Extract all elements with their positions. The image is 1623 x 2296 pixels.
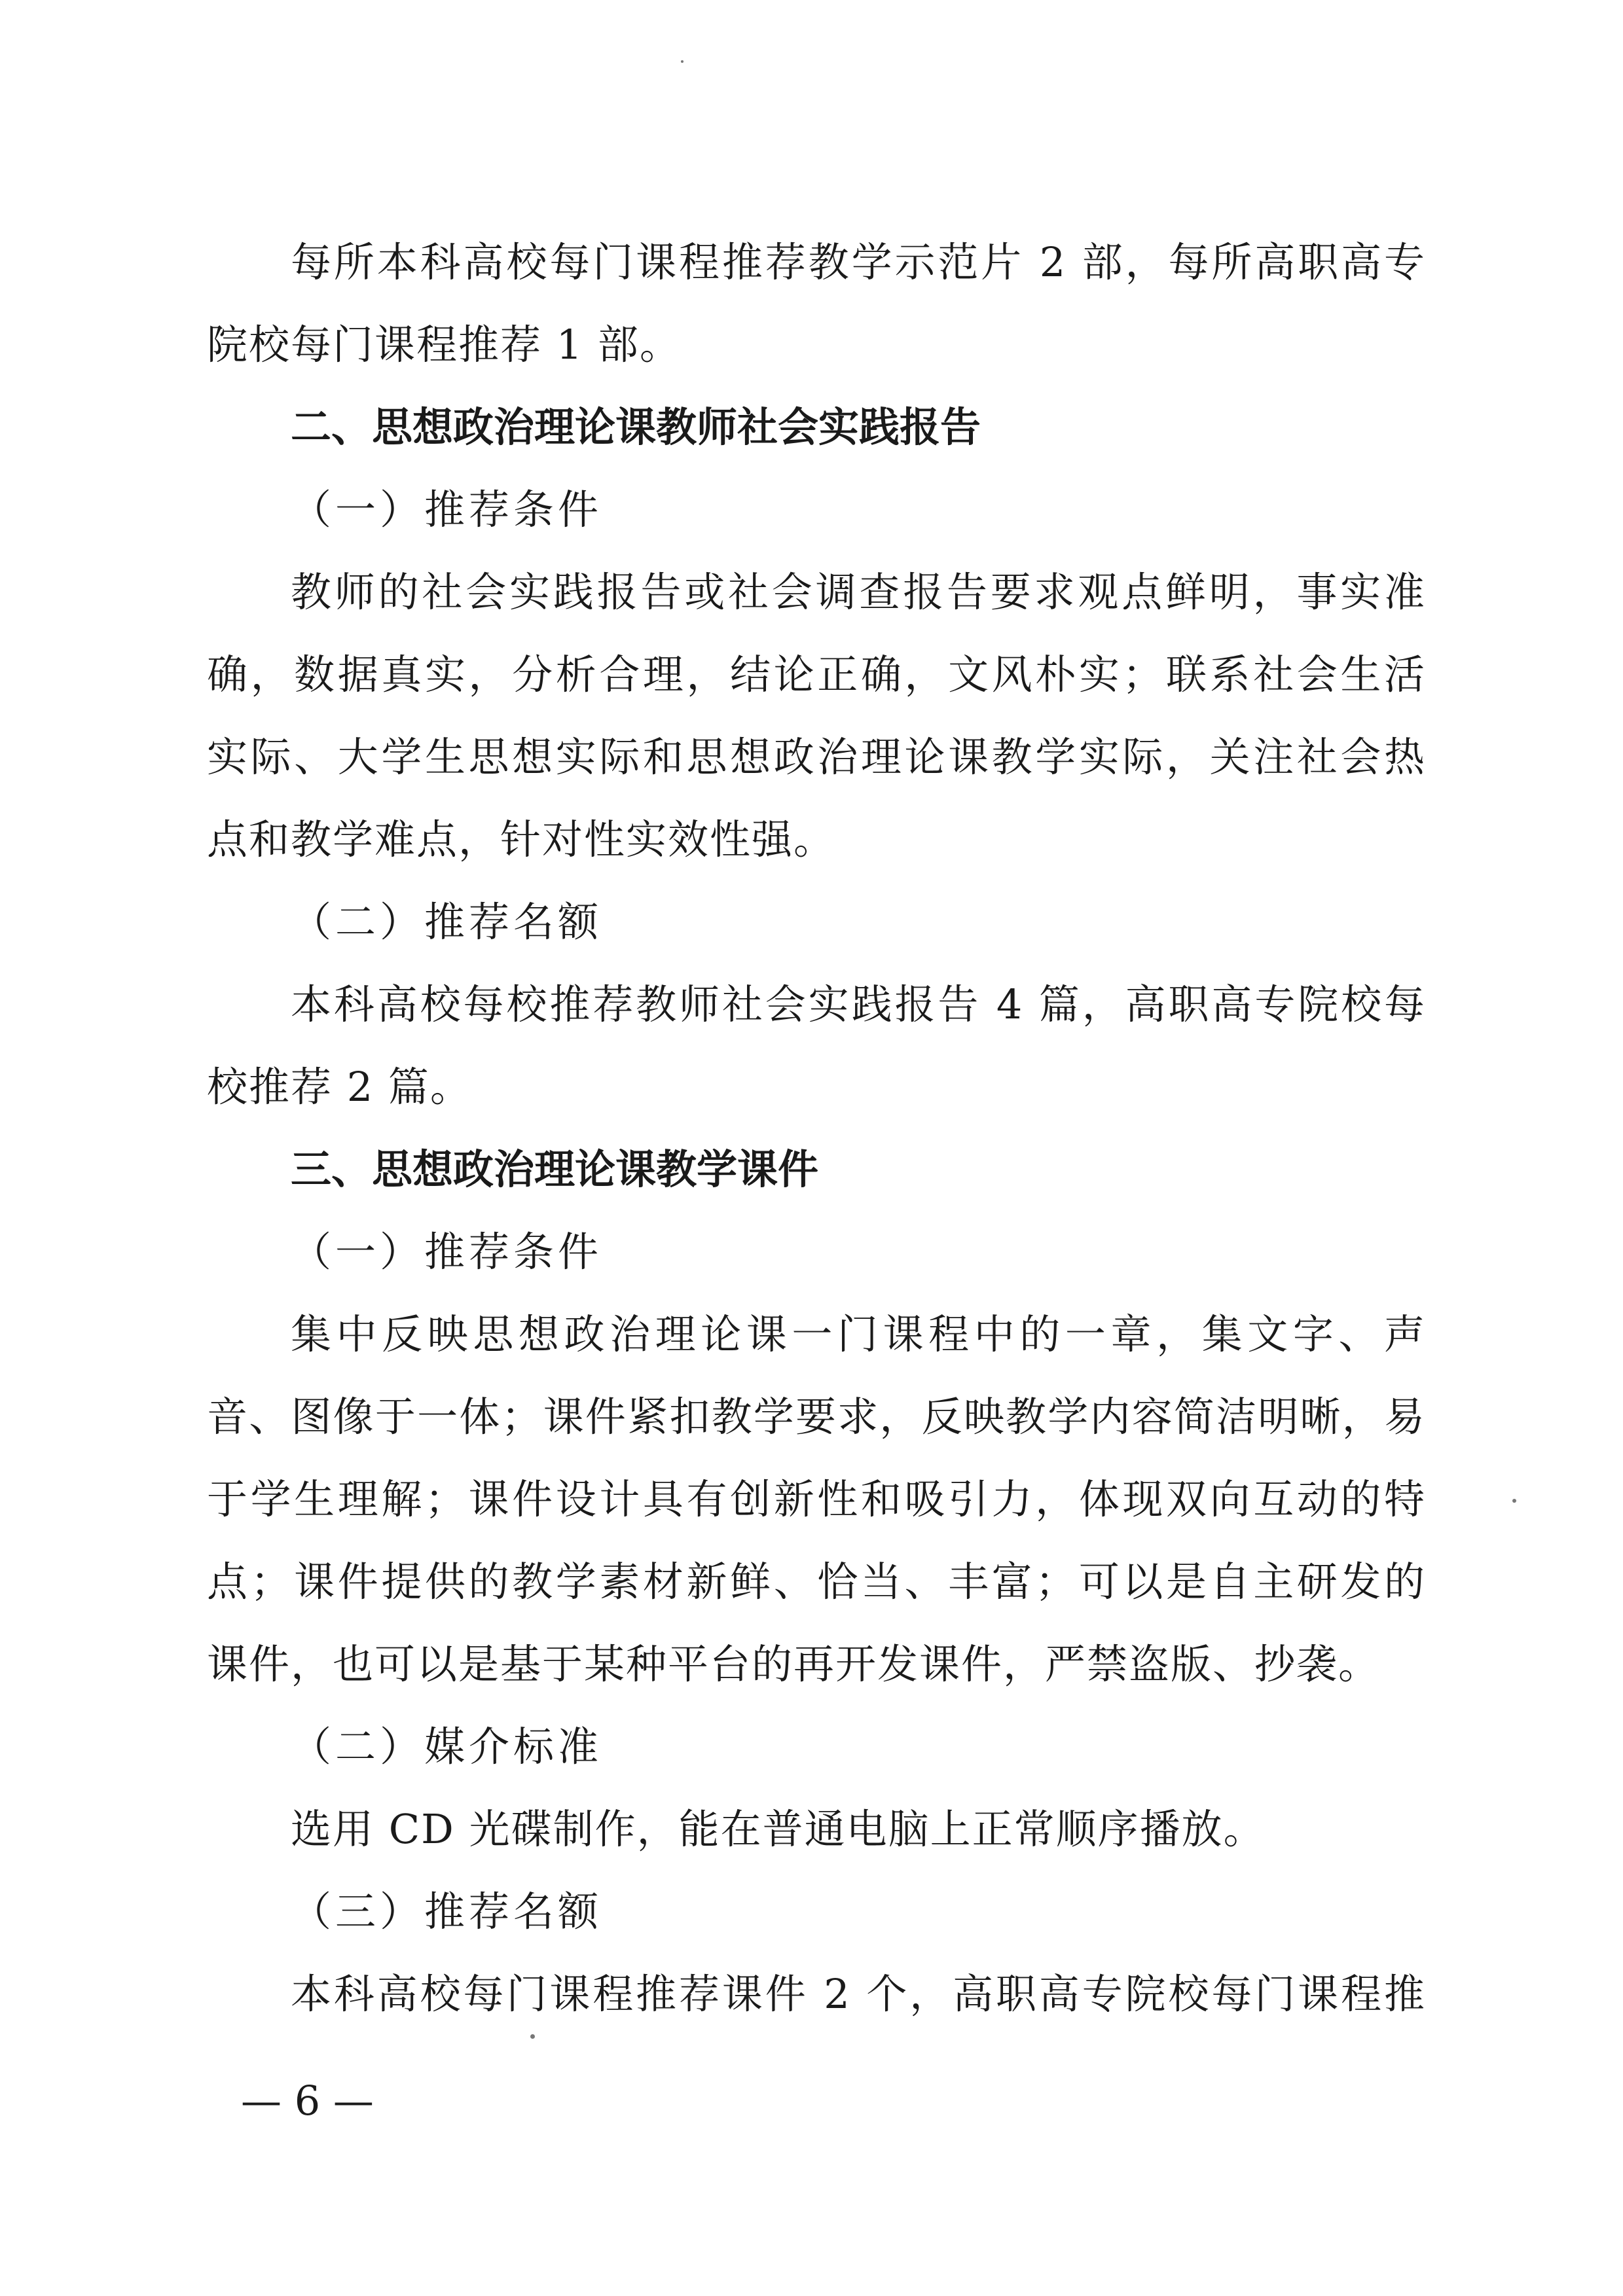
subsection-heading: （一）推荐条件 — [291, 486, 603, 533]
paragraph-line: 点；课件提供的教学素材新鲜、恰当、丰富；可以是自主研发的 — [207, 1558, 1426, 1605]
page-number: — 6 — — [241, 2077, 374, 2125]
scan-speck — [1512, 1499, 1516, 1503]
subsection-heading: （二）推荐名额 — [291, 898, 603, 946]
body-text — [207, 221, 1426, 2036]
scan-speck — [681, 60, 684, 63]
paragraph-line: 课件，也可以是基于某种平台的再开发课件，严禁盗版、抄袭。 — [207, 1640, 1381, 1688]
paragraph-line: 每所本科高校每门课程推荐教学示范片 2 部，每所高职高专 — [291, 238, 1426, 286]
paragraph-line: 教师的社会实践报告或社会调查报告要求观点鲜明，事实准 — [291, 568, 1426, 616]
paragraph-line: 点和教学难点，针对性实效性强。 — [207, 816, 836, 863]
paragraph-line: 实际、大学生思想实际和思想政治理论课教学实际，关注社会热 — [207, 733, 1426, 781]
subsection-heading: （二）媒介标准 — [291, 1723, 603, 1770]
paragraph-line: 选用 CD 光碟制作，能在普通电脑上正常顺序播放。 — [291, 1805, 1266, 1853]
paragraph-line: 音、图像于一体；课件紧扣教学要求，反映教学内容简洁明晰，易 — [207, 1393, 1426, 1441]
paragraph-line: 于学生理解；课件设计具有创新性和吸引力，体现双向互动的特 — [207, 1475, 1426, 1523]
paragraph-line: 本科高校每门课程推荐课件 2 个，高职高专院校每门课程推 — [291, 1970, 1426, 2018]
subsection-heading: （三）推荐名额 — [291, 1888, 603, 1935]
section-heading: 三、思想政治理论课教学课件 — [291, 1145, 819, 1193]
scan-speck — [530, 2034, 535, 2039]
section-heading: 二、思想政治理论课教师社会实践报告 — [291, 403, 981, 451]
paragraph-line: 校推荐 2 篇。 — [207, 1063, 472, 1111]
paragraph-line: 确，数据真实，分析合理，结论正确，文风朴实；联系社会生活 — [207, 651, 1426, 698]
subsection-heading: （一）推荐条件 — [291, 1228, 603, 1276]
paragraph-line: 集中反映思想政治理论课一门课程中的一章，集文字、声 — [291, 1310, 1426, 1358]
paragraph-line: 院校每门课程推荐 1 部。 — [207, 321, 682, 368]
paragraph-line: 本科高校每校推荐教师社会实践报告 4 篇，高职高专院校每 — [291, 980, 1426, 1028]
